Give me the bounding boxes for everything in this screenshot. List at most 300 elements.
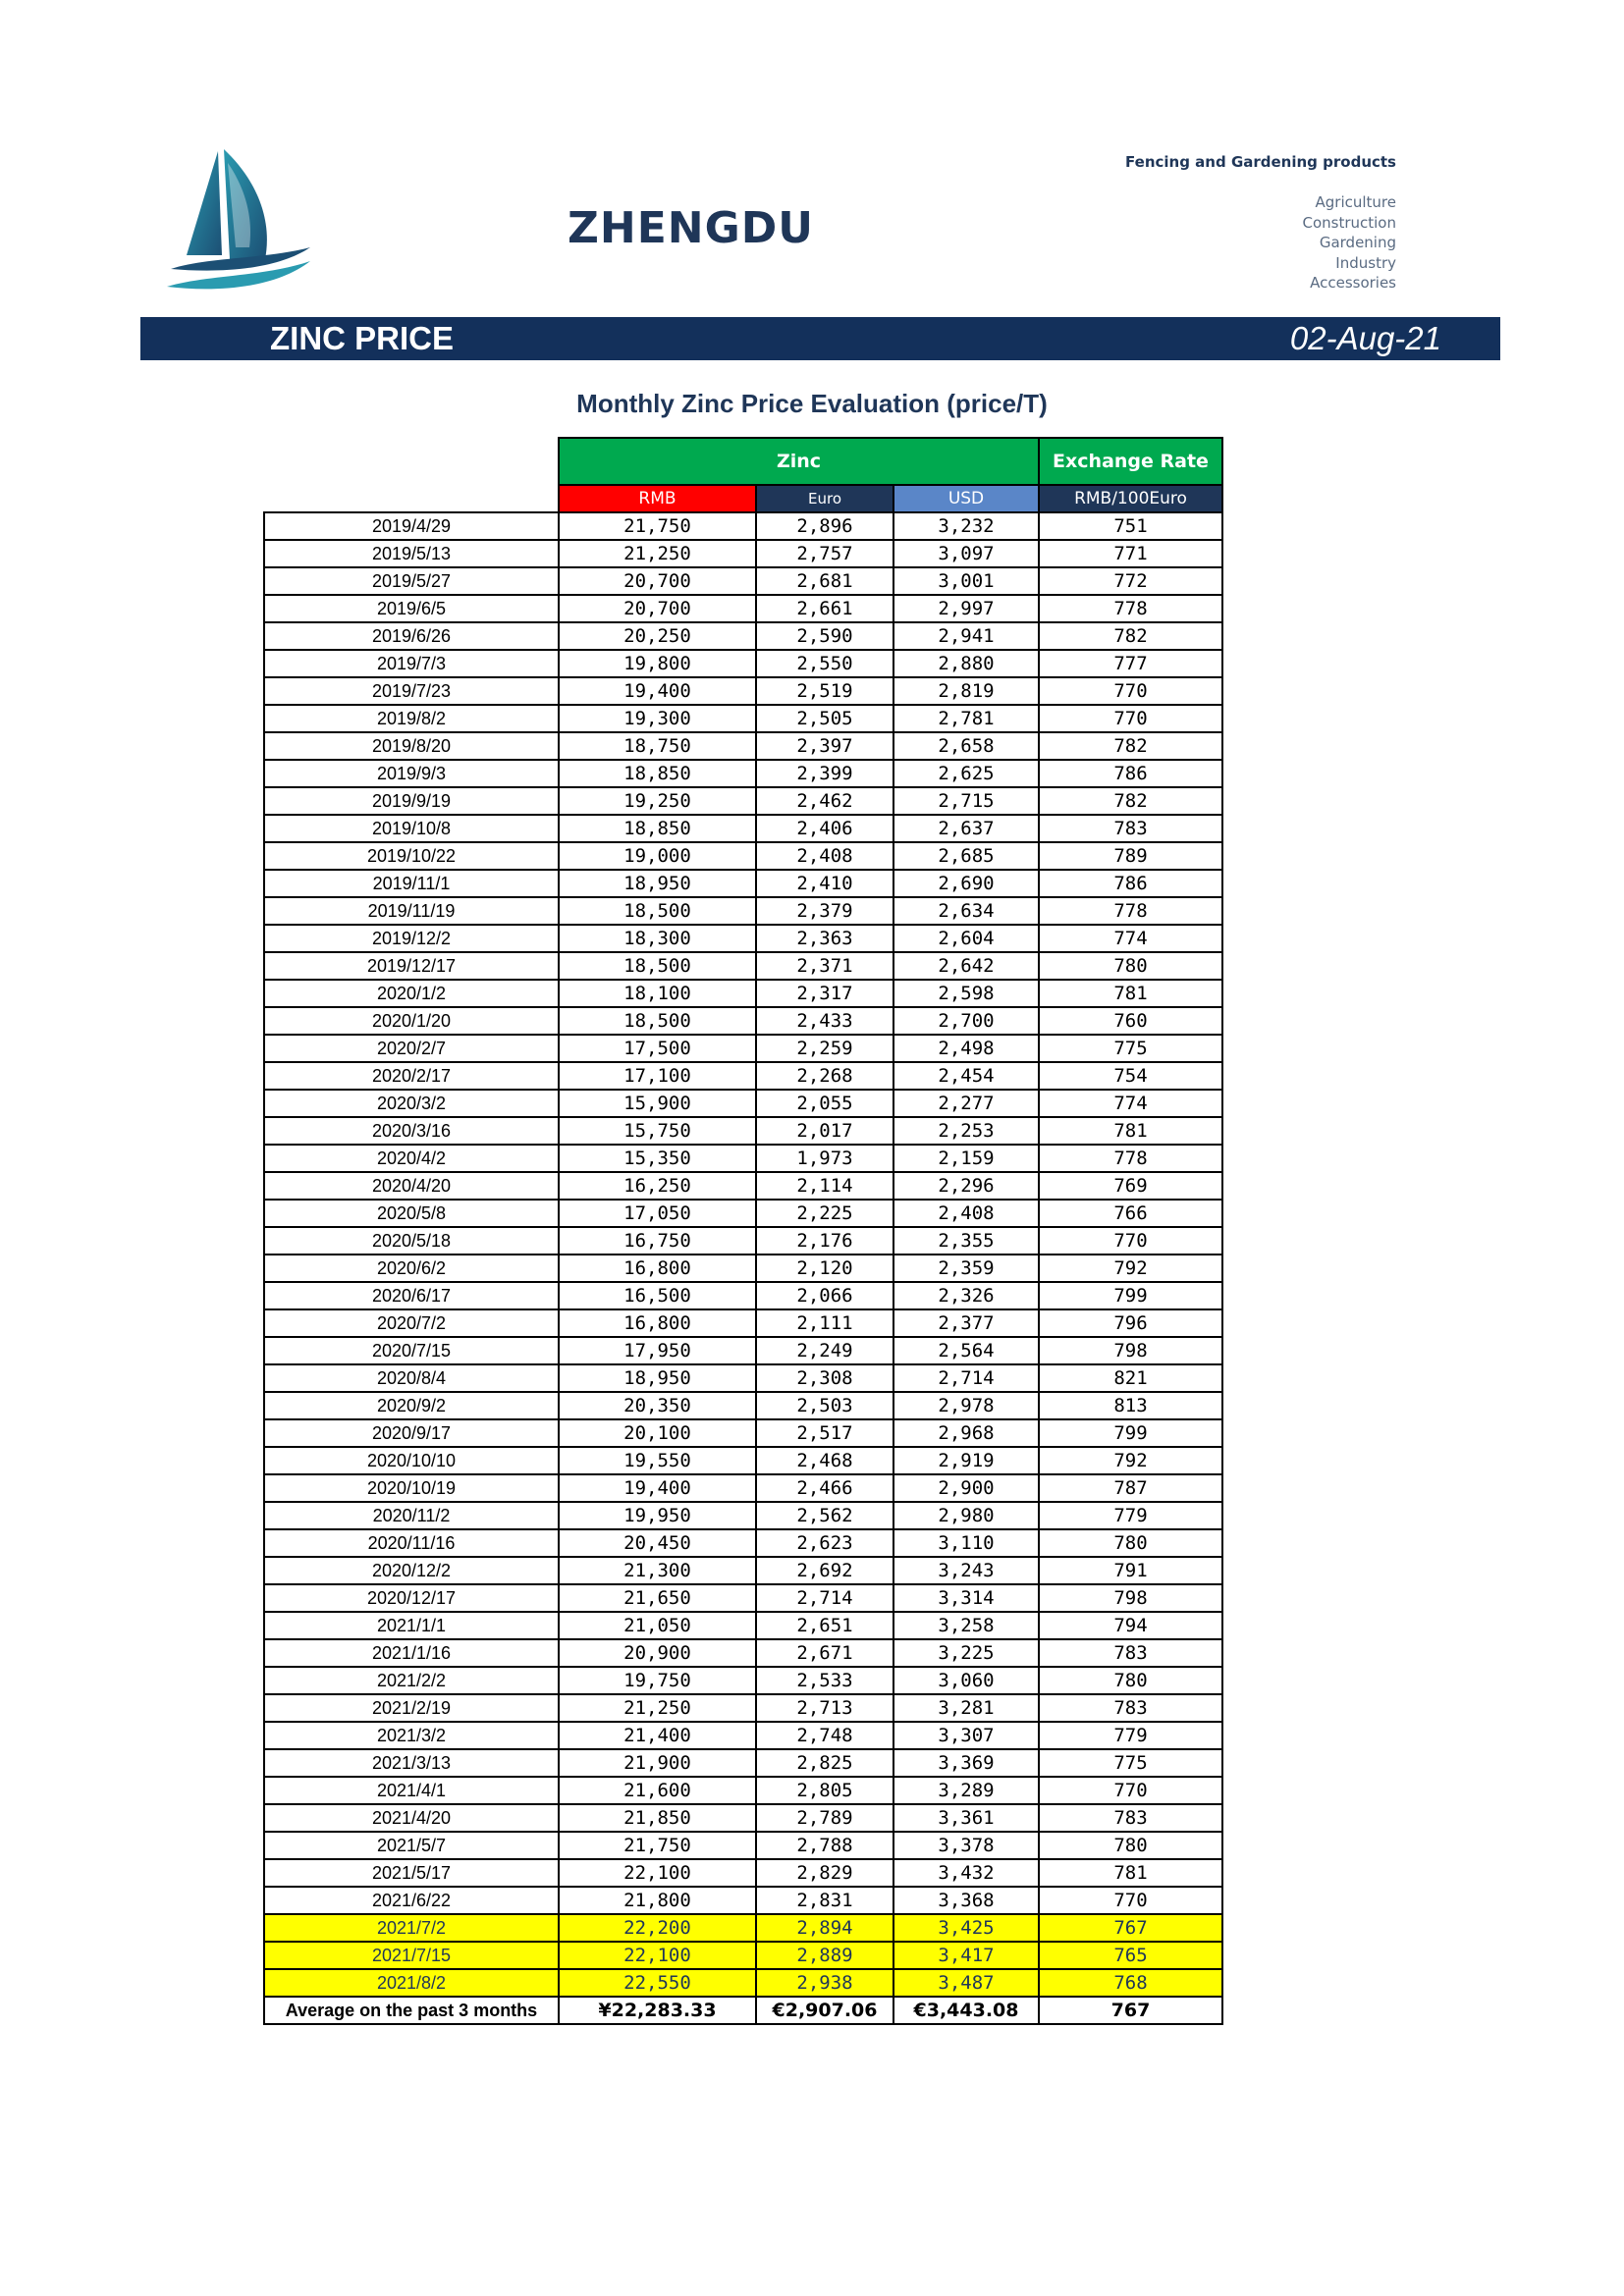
exchange-rate-cell: 770	[1039, 1887, 1222, 1914]
table-row	[264, 760, 1222, 787]
euro-price-cell: 2,397	[756, 732, 893, 760]
date-cell: 2019/11/1	[264, 870, 559, 897]
category-list	[1302, 192, 1396, 294]
usd-price-cell: 3,225	[893, 1639, 1039, 1667]
euro-price-cell: 2,066	[756, 1282, 893, 1309]
exchange-rate-cell: 787	[1039, 1474, 1222, 1502]
rmb-price-cell: 20,250	[559, 622, 756, 650]
usd-price-cell: 2,159	[893, 1145, 1039, 1172]
average-row	[264, 1997, 1222, 2024]
exchange-rate-cell: 778	[1039, 1145, 1222, 1172]
usd-price-cell: 3,060	[893, 1667, 1039, 1694]
euro-price-cell: 2,789	[756, 1804, 893, 1832]
usd-price-cell: 2,880	[893, 650, 1039, 677]
zinc-price-table	[263, 437, 1223, 2025]
rmb-price-cell: 21,750	[559, 1832, 756, 1859]
brand-name: ZHENGDU	[568, 203, 814, 253]
exchange-rate-cell: 783	[1039, 815, 1222, 842]
date-cell: 2020/2/7	[264, 1035, 559, 1062]
date-cell: 2019/12/2	[264, 925, 559, 952]
rmb-price-cell: 21,050	[559, 1612, 756, 1639]
euro-price-cell: 2,503	[756, 1392, 893, 1419]
rmb-price-cell: 18,750	[559, 732, 756, 760]
table-row	[264, 705, 1222, 732]
exchange-rate-cell: 780	[1039, 952, 1222, 980]
rmb-price-cell: 19,400	[559, 1474, 756, 1502]
exchange-rate-cell: 783	[1039, 1694, 1222, 1722]
usd-price-cell: 2,978	[893, 1392, 1039, 1419]
usd-price-cell: 3,243	[893, 1557, 1039, 1584]
table-row	[264, 815, 1222, 842]
rmb-price-cell: 20,100	[559, 1419, 756, 1447]
table-row	[264, 1942, 1222, 1969]
table-row	[264, 897, 1222, 925]
date-cell: 2019/12/17	[264, 952, 559, 980]
euro-price-cell: 2,408	[756, 842, 893, 870]
rmb-price-cell: 19,550	[559, 1447, 756, 1474]
sailboat-logo-icon	[167, 149, 314, 301]
table-row	[264, 925, 1222, 952]
euro-price-cell: 2,590	[756, 622, 893, 650]
usd-column-header: USD	[893, 485, 1039, 512]
exchange-rate-cell: 789	[1039, 842, 1222, 870]
exchange-rate-cell: 779	[1039, 1502, 1222, 1529]
rmb-price-cell: 15,350	[559, 1145, 756, 1172]
table-row	[264, 1255, 1222, 1282]
exchange-rate-cell: 751	[1039, 512, 1222, 540]
category-item: Industry	[1335, 253, 1396, 272]
rmb-price-cell: 21,750	[559, 512, 756, 540]
table-row	[264, 512, 1222, 540]
table-row	[264, 1062, 1222, 1090]
usd-price-cell: 2,900	[893, 1474, 1039, 1502]
date-cell: 2020/6/17	[264, 1282, 559, 1309]
euro-price-cell: 2,831	[756, 1887, 893, 1914]
euro-price-cell: 2,896	[756, 512, 893, 540]
date-cell: 2021/5/17	[264, 1859, 559, 1887]
average-rate-cell: 767	[1039, 1997, 1222, 2024]
rmb-price-cell: 20,700	[559, 595, 756, 622]
date-cell: 2021/1/1	[264, 1612, 559, 1639]
usd-price-cell: 2,997	[893, 595, 1039, 622]
rmb-price-cell: 22,200	[559, 1914, 756, 1942]
exchange-rate-cell: 754	[1039, 1062, 1222, 1090]
usd-price-cell: 2,781	[893, 705, 1039, 732]
date-cell: 2020/4/20	[264, 1172, 559, 1200]
euro-price-cell: 2,757	[756, 540, 893, 567]
rmb-price-cell: 19,000	[559, 842, 756, 870]
euro-price-cell: 2,410	[756, 870, 893, 897]
usd-price-cell: 2,598	[893, 980, 1039, 1007]
tagline: Fencing and Gardening products	[1125, 153, 1396, 171]
average-label: Average on the past 3 months	[264, 1997, 559, 2024]
table-row	[264, 1392, 1222, 1419]
rmb-price-cell: 18,300	[559, 925, 756, 952]
table-row	[264, 1584, 1222, 1612]
table-row	[264, 622, 1222, 650]
table-row	[264, 1612, 1222, 1639]
exchange-rate-cell: 775	[1039, 1749, 1222, 1777]
usd-price-cell: 2,658	[893, 732, 1039, 760]
date-cell: 2019/8/20	[264, 732, 559, 760]
table-row	[264, 1282, 1222, 1309]
rmb-price-cell: 18,850	[559, 815, 756, 842]
usd-price-cell: 2,919	[893, 1447, 1039, 1474]
exchange-rate-cell: 769	[1039, 1172, 1222, 1200]
rmb-price-cell: 18,500	[559, 1007, 756, 1035]
euro-price-cell: 2,259	[756, 1035, 893, 1062]
date-cell: 2020/11/2	[264, 1502, 559, 1529]
usd-price-cell: 3,487	[893, 1969, 1039, 1997]
usd-price-cell: 2,296	[893, 1172, 1039, 1200]
rmb-price-cell: 21,300	[559, 1557, 756, 1584]
date-cell: 2019/6/5	[264, 595, 559, 622]
rmb-price-cell: 22,100	[559, 1859, 756, 1887]
exchange-rate-cell: 798	[1039, 1337, 1222, 1364]
table-row	[264, 1529, 1222, 1557]
exchange-rate-cell: 778	[1039, 897, 1222, 925]
rmb-price-cell: 21,650	[559, 1584, 756, 1612]
date-cell: 2019/9/3	[264, 760, 559, 787]
usd-price-cell: 2,690	[893, 870, 1039, 897]
euro-price-cell: 2,788	[756, 1832, 893, 1859]
date-cell: 2020/1/2	[264, 980, 559, 1007]
date-cell: 2021/7/15	[264, 1942, 559, 1969]
usd-price-cell: 2,604	[893, 925, 1039, 952]
euro-price-cell: 2,692	[756, 1557, 893, 1584]
usd-price-cell: 3,289	[893, 1777, 1039, 1804]
date-cell: 2019/4/29	[264, 512, 559, 540]
usd-price-cell: 3,432	[893, 1859, 1039, 1887]
date-cell: 2021/6/22	[264, 1887, 559, 1914]
table-row	[264, 1200, 1222, 1227]
date-cell: 2019/7/3	[264, 650, 559, 677]
rmb-price-cell: 17,050	[559, 1200, 756, 1227]
exchange-rate-cell: 781	[1039, 1859, 1222, 1887]
rmb-price-cell: 19,400	[559, 677, 756, 705]
category-item: Accessories	[1310, 274, 1396, 292]
date-cell: 2020/9/17	[264, 1419, 559, 1447]
table-row	[264, 1337, 1222, 1364]
header-column-row	[264, 485, 1222, 512]
usd-price-cell: 3,232	[893, 512, 1039, 540]
exchange-rate-cell: 771	[1039, 540, 1222, 567]
table-row	[264, 842, 1222, 870]
usd-price-cell: 3,097	[893, 540, 1039, 567]
date-cell: 2021/4/20	[264, 1804, 559, 1832]
euro-price-cell: 2,468	[756, 1447, 893, 1474]
usd-price-cell: 2,359	[893, 1255, 1039, 1282]
average-usd-cell: €3,443.08	[893, 1997, 1039, 2024]
date-cell: 2019/6/26	[264, 622, 559, 650]
table-row	[264, 1364, 1222, 1392]
table-title: Monthly Zinc Price Evaluation (price/T)	[576, 389, 1048, 418]
euro-price-cell: 2,462	[756, 787, 893, 815]
table-row	[264, 1914, 1222, 1942]
euro-price-cell: 2,268	[756, 1062, 893, 1090]
euro-price-cell: 2,055	[756, 1090, 893, 1117]
euro-price-cell: 2,805	[756, 1777, 893, 1804]
exchange-rate-cell: 780	[1039, 1529, 1222, 1557]
euro-price-cell: 2,225	[756, 1200, 893, 1227]
euro-price-cell: 2,533	[756, 1667, 893, 1694]
exchange-rate-cell: 821	[1039, 1364, 1222, 1392]
average-euro-cell: €2,907.06	[756, 1997, 893, 2024]
exchange-rate-cell: 780	[1039, 1667, 1222, 1694]
usd-price-cell: 3,361	[893, 1804, 1039, 1832]
euro-price-cell: 1,973	[756, 1145, 893, 1172]
rmb-price-cell: 17,950	[559, 1337, 756, 1364]
exchange-rate-cell: 779	[1039, 1722, 1222, 1749]
table-row	[264, 1090, 1222, 1117]
rmb-price-cell: 16,800	[559, 1309, 756, 1337]
exchange-rate-cell: 786	[1039, 870, 1222, 897]
table-row	[264, 1804, 1222, 1832]
exchange-rate-cell: 768	[1039, 1969, 1222, 1997]
rmb-price-cell: 18,100	[559, 980, 756, 1007]
exchange-rate-cell: 799	[1039, 1419, 1222, 1447]
table-row	[264, 677, 1222, 705]
euro-price-cell: 2,550	[756, 650, 893, 677]
category-item: Agriculture	[1315, 193, 1396, 211]
exchange-rate-cell: 782	[1039, 622, 1222, 650]
date-cell: 2021/8/2	[264, 1969, 559, 1997]
euro-price-cell: 2,829	[756, 1859, 893, 1887]
table-row	[264, 787, 1222, 815]
date-cell: 2021/3/2	[264, 1722, 559, 1749]
euro-column-header: Euro	[756, 485, 893, 512]
date-cell: 2019/9/19	[264, 787, 559, 815]
category-item: Gardening	[1319, 234, 1396, 251]
exchange-rate-cell: 813	[1039, 1392, 1222, 1419]
rmb-price-cell: 21,900	[559, 1749, 756, 1777]
exchange-rate-cell: 765	[1039, 1942, 1222, 1969]
rmb-price-cell: 21,250	[559, 540, 756, 567]
date-cell: 2021/7/2	[264, 1914, 559, 1942]
exchange-rate-cell: 774	[1039, 925, 1222, 952]
table-row	[264, 1145, 1222, 1172]
rmb-column-header: RMB	[559, 485, 756, 512]
usd-price-cell: 3,369	[893, 1749, 1039, 1777]
exchange-rate-cell: 775	[1039, 1035, 1222, 1062]
rmb-price-cell: 21,250	[559, 1694, 756, 1722]
exchange-rate-cell: 781	[1039, 1117, 1222, 1145]
rmb-price-cell: 18,950	[559, 870, 756, 897]
euro-price-cell: 2,371	[756, 952, 893, 980]
euro-price-cell: 2,505	[756, 705, 893, 732]
rmb-price-cell: 18,850	[559, 760, 756, 787]
table-row	[264, 567, 1222, 595]
table-row	[264, 1474, 1222, 1502]
exchange-rate-cell: 783	[1039, 1804, 1222, 1832]
table-row	[264, 732, 1222, 760]
table-row	[264, 870, 1222, 897]
date-cell: 2020/11/16	[264, 1529, 559, 1557]
exchange-rate-cell: 791	[1039, 1557, 1222, 1584]
rmb-price-cell: 19,950	[559, 1502, 756, 1529]
date-cell: 2019/10/8	[264, 815, 559, 842]
euro-price-cell: 2,623	[756, 1529, 893, 1557]
average-rmb-cell: ¥22,283.33	[559, 1997, 756, 2024]
table-row	[264, 1172, 1222, 1200]
table-row	[264, 1035, 1222, 1062]
exchange-rate-cell: 770	[1039, 677, 1222, 705]
date-cell: 2020/6/2	[264, 1255, 559, 1282]
euro-price-cell: 2,114	[756, 1172, 893, 1200]
usd-price-cell: 2,377	[893, 1309, 1039, 1337]
exchange-rate-cell: 782	[1039, 732, 1222, 760]
date-cell: 2020/3/2	[264, 1090, 559, 1117]
euro-price-cell: 2,938	[756, 1969, 893, 1997]
table-row	[264, 980, 1222, 1007]
table-row	[264, 1667, 1222, 1694]
exchange-rate-cell: 783	[1039, 1639, 1222, 1667]
date-cell: 2021/5/7	[264, 1832, 559, 1859]
date-cell: 2021/2/2	[264, 1667, 559, 1694]
table-row	[264, 1777, 1222, 1804]
rmb-price-cell: 21,400	[559, 1722, 756, 1749]
table-row	[264, 1447, 1222, 1474]
usd-price-cell: 2,564	[893, 1337, 1039, 1364]
date-cell: 2020/7/15	[264, 1337, 559, 1364]
date-cell: 2020/5/8	[264, 1200, 559, 1227]
exchange-rate-cell: 774	[1039, 1090, 1222, 1117]
exchange-rate-cell: 770	[1039, 1777, 1222, 1804]
date-cell: 2020/12/17	[264, 1584, 559, 1612]
date-cell: 2020/2/17	[264, 1062, 559, 1090]
usd-price-cell: 3,314	[893, 1584, 1039, 1612]
rmb-price-cell: 16,750	[559, 1227, 756, 1255]
euro-price-cell: 2,308	[756, 1364, 893, 1392]
rmb-price-cell: 20,450	[559, 1529, 756, 1557]
date-cell: 2021/2/19	[264, 1694, 559, 1722]
exchange-rate-cell: 778	[1039, 595, 1222, 622]
exchange-rate-cell: 772	[1039, 567, 1222, 595]
rmb-price-cell: 15,900	[559, 1090, 756, 1117]
header-group-row	[264, 438, 1222, 485]
exchange-rate-cell: 782	[1039, 787, 1222, 815]
exchange-rate-cell: 798	[1039, 1584, 1222, 1612]
exchange-rate-header: Exchange Rate	[1039, 438, 1222, 485]
rmb-price-cell: 17,500	[559, 1035, 756, 1062]
euro-price-cell: 2,111	[756, 1309, 893, 1337]
date-cell: 2021/3/13	[264, 1749, 559, 1777]
date-cell: 2020/3/16	[264, 1117, 559, 1145]
rmb-price-cell: 21,850	[559, 1804, 756, 1832]
usd-price-cell: 2,408	[893, 1200, 1039, 1227]
date-cell: 2021/1/16	[264, 1639, 559, 1667]
rmb-price-cell: 16,500	[559, 1282, 756, 1309]
date-cell: 2020/9/2	[264, 1392, 559, 1419]
usd-price-cell: 3,307	[893, 1722, 1039, 1749]
date-cell: 2020/4/2	[264, 1145, 559, 1172]
table-row	[264, 1502, 1222, 1529]
table-row	[264, 1832, 1222, 1859]
table-row	[264, 540, 1222, 567]
euro-price-cell: 2,120	[756, 1255, 893, 1282]
date-cell: 2020/5/18	[264, 1227, 559, 1255]
rmb-price-cell: 20,900	[559, 1639, 756, 1667]
euro-price-cell: 2,379	[756, 897, 893, 925]
euro-price-cell: 2,517	[756, 1419, 893, 1447]
date-cell: 2019/11/19	[264, 897, 559, 925]
date-cell: 2019/5/13	[264, 540, 559, 567]
category-item: Construction	[1302, 213, 1396, 232]
euro-price-cell: 2,713	[756, 1694, 893, 1722]
euro-price-cell: 2,466	[756, 1474, 893, 1502]
euro-price-cell: 2,671	[756, 1639, 893, 1667]
euro-price-cell: 2,017	[756, 1117, 893, 1145]
exchange-rate-cell: 770	[1039, 1227, 1222, 1255]
table-row	[264, 1749, 1222, 1777]
usd-price-cell: 2,685	[893, 842, 1039, 870]
rmb-price-cell: 20,700	[559, 567, 756, 595]
rmb-price-cell: 21,800	[559, 1887, 756, 1914]
euro-price-cell: 2,317	[756, 980, 893, 1007]
rmb-price-cell: 22,550	[559, 1969, 756, 1997]
table-row	[264, 595, 1222, 622]
euro-price-cell: 2,651	[756, 1612, 893, 1639]
banner-date: 02-Aug-21	[1289, 320, 1441, 356]
euro-price-cell: 2,681	[756, 567, 893, 595]
table-row	[264, 1639, 1222, 1667]
usd-price-cell: 2,625	[893, 760, 1039, 787]
title-banner	[140, 317, 1500, 360]
rmb-price-cell: 16,800	[559, 1255, 756, 1282]
date-cell: 2019/10/22	[264, 842, 559, 870]
usd-price-cell: 3,378	[893, 1832, 1039, 1859]
rmb-price-cell: 19,300	[559, 705, 756, 732]
euro-price-cell: 2,249	[756, 1337, 893, 1364]
date-cell: 2021/4/1	[264, 1777, 559, 1804]
usd-price-cell: 2,941	[893, 622, 1039, 650]
table-row	[264, 1419, 1222, 1447]
rmb-price-cell: 15,750	[559, 1117, 756, 1145]
usd-price-cell: 3,368	[893, 1887, 1039, 1914]
header-blank	[264, 485, 559, 512]
exchange-rate-cell: 777	[1039, 650, 1222, 677]
rmb-price-cell: 22,100	[559, 1942, 756, 1969]
exchange-rate-cell: 792	[1039, 1447, 1222, 1474]
euro-price-cell: 2,406	[756, 815, 893, 842]
table-row	[264, 1969, 1222, 1997]
rmb-price-cell: 19,750	[559, 1667, 756, 1694]
usd-price-cell: 3,281	[893, 1694, 1039, 1722]
rmb-price-cell: 18,500	[559, 897, 756, 925]
banner-title: ZINC PRICE	[270, 320, 455, 356]
euro-price-cell: 2,894	[756, 1914, 893, 1942]
usd-price-cell: 2,642	[893, 952, 1039, 980]
date-cell: 2020/7/2	[264, 1309, 559, 1337]
exchange-rate-cell: 792	[1039, 1255, 1222, 1282]
table-row	[264, 1007, 1222, 1035]
date-cell: 2020/10/10	[264, 1447, 559, 1474]
usd-price-cell: 2,253	[893, 1117, 1039, 1145]
exchange-rate-cell: 781	[1039, 980, 1222, 1007]
euro-price-cell: 2,661	[756, 595, 893, 622]
exchange-rate-cell: 780	[1039, 1832, 1222, 1859]
usd-price-cell: 3,425	[893, 1914, 1039, 1942]
rate-unit-header: RMB/100Euro	[1039, 485, 1222, 512]
usd-price-cell: 2,355	[893, 1227, 1039, 1255]
table-row	[264, 1117, 1222, 1145]
usd-price-cell: 3,417	[893, 1942, 1039, 1969]
date-cell: 2020/8/4	[264, 1364, 559, 1392]
table-row	[264, 1227, 1222, 1255]
table-row	[264, 1859, 1222, 1887]
date-cell: 2020/10/19	[264, 1474, 559, 1502]
euro-price-cell: 2,176	[756, 1227, 893, 1255]
